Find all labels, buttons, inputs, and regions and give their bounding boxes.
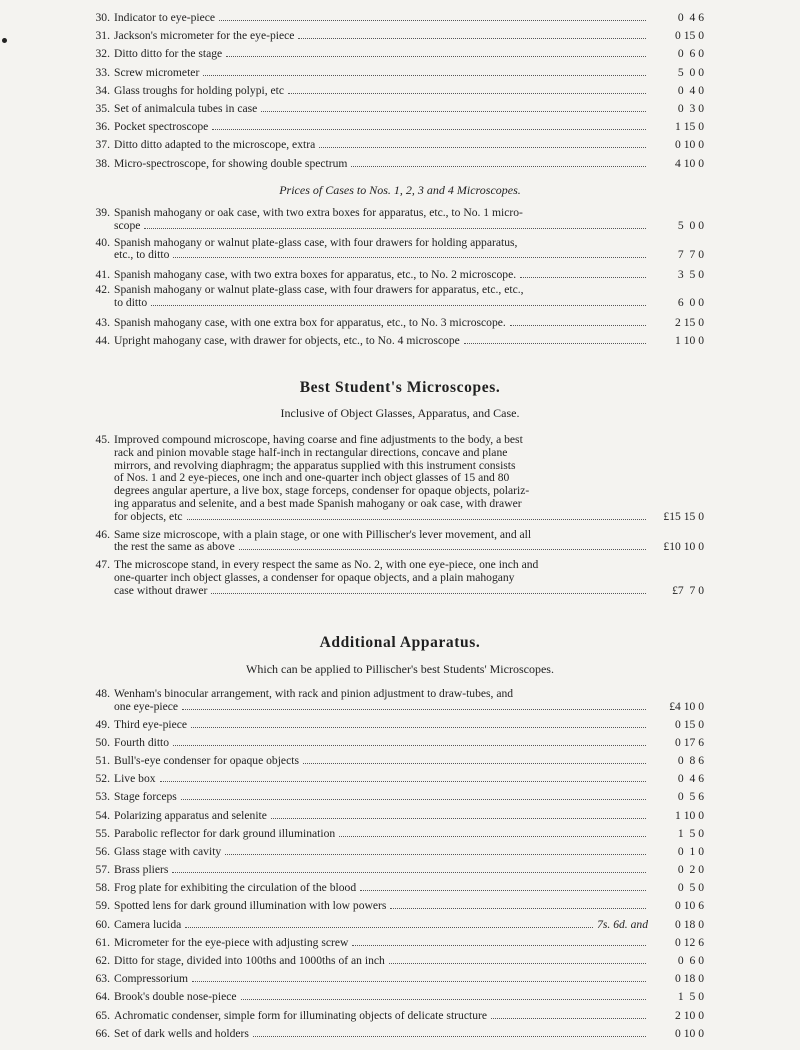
description-last-line bbox=[114, 879, 704, 897]
item-price: 0 10 0 bbox=[675, 1026, 704, 1040]
list-item bbox=[84, 716, 704, 734]
item-price: 0 18 0 bbox=[675, 972, 704, 986]
item-price: 1 5 0 bbox=[677, 990, 704, 1004]
dot-leader bbox=[182, 709, 646, 710]
item-description bbox=[114, 752, 704, 770]
description-last-line bbox=[114, 82, 704, 100]
description-line: Improved compound microscope, having coarse and fine adjustments to the body, a best bbox=[114, 433, 523, 446]
item-price: 0 5 0 bbox=[677, 881, 704, 895]
item-description bbox=[114, 64, 704, 82]
price-list-student-microscopes bbox=[84, 434, 704, 603]
item-text: Compressorium bbox=[114, 972, 189, 986]
item-description bbox=[114, 266, 704, 284]
dot-leader bbox=[520, 277, 646, 278]
item-description bbox=[114, 861, 704, 879]
dot-leader bbox=[172, 872, 646, 873]
description-last-line bbox=[114, 220, 704, 233]
list-item bbox=[84, 155, 704, 173]
item-price: 1 5 0 bbox=[677, 826, 704, 840]
list-item bbox=[84, 45, 704, 63]
item-number: 36. bbox=[95, 120, 110, 134]
item-number: 30. bbox=[95, 11, 110, 24]
item-price: £15 15 0 bbox=[663, 509, 704, 523]
description-line: The microscope stand, in every respect the same as No. 2, with one eye-piece, one inch and bbox=[114, 558, 539, 572]
dot-leader bbox=[181, 799, 646, 800]
item-number: 65. bbox=[95, 1008, 110, 1022]
item-price: 0 6 0 bbox=[677, 47, 704, 61]
item-price: 4 10 0 bbox=[675, 156, 704, 170]
item-number: 48. bbox=[95, 687, 110, 700]
student-microscopes-heading: Best Student's Microscopes. bbox=[299, 379, 501, 396]
dot-leader bbox=[510, 325, 646, 326]
item-price: 0 10 0 bbox=[675, 138, 704, 152]
item-number: 40. bbox=[95, 235, 110, 249]
item-price: 0 6 0 bbox=[677, 954, 704, 968]
item-description bbox=[114, 559, 704, 597]
list-item bbox=[84, 770, 704, 788]
dot-leader bbox=[173, 745, 646, 746]
item-price: 2 15 0 bbox=[675, 315, 704, 329]
item-number: 50. bbox=[95, 735, 110, 749]
item-description bbox=[114, 27, 704, 45]
item-text: Ditto ditto adapted to the microscope, extra bbox=[114, 138, 316, 152]
description-last-line bbox=[114, 27, 704, 45]
item-description bbox=[114, 45, 704, 63]
list-item bbox=[84, 64, 704, 82]
dot-leader bbox=[239, 549, 646, 550]
description-line: of Nos. 1 and 2 eye-pieces, one inch and one-quarter inch object glasses of 15 and 80 bbox=[114, 471, 510, 485]
item-number: 53. bbox=[95, 790, 110, 804]
description-last-line bbox=[114, 701, 704, 714]
item-text: Glass stage with cavity bbox=[114, 844, 222, 858]
description-line: Spanish mahogany or walnut plate-glass case, with four drawers for apparatus, etc., etc., bbox=[114, 283, 524, 297]
item-number: 42. bbox=[95, 283, 110, 297]
dot-leader bbox=[185, 927, 593, 928]
item-description bbox=[114, 897, 704, 915]
item-description bbox=[114, 807, 704, 825]
description-last-line bbox=[114, 988, 704, 1006]
item-text: Achromatic condenser, simple form for illuminating objects of delicate structure bbox=[114, 1008, 487, 1022]
item-text: Set of animalcula tubes in case bbox=[114, 101, 258, 115]
price-list-apparatus bbox=[84, 9, 704, 173]
description-last-line bbox=[114, 45, 704, 63]
item-text: Brass pliers bbox=[114, 863, 169, 877]
item-number: 57. bbox=[95, 863, 110, 877]
item-number: 38. bbox=[95, 156, 110, 170]
description-last-line bbox=[114, 136, 704, 154]
item-price: 0 3 0 bbox=[677, 101, 704, 115]
dot-leader bbox=[212, 129, 646, 130]
item-description bbox=[114, 988, 704, 1006]
price-list-cases bbox=[84, 207, 704, 350]
description-last-line bbox=[114, 807, 704, 825]
item-text: Parabolic reflector for dark ground illumination bbox=[114, 826, 336, 840]
list-item bbox=[84, 1007, 704, 1025]
description-line: Spanish mahogany or walnut plate-glass case, with four drawers for holding apparatus, bbox=[114, 235, 518, 249]
item-text: Spotted lens for dark ground illumination with low powers bbox=[114, 899, 387, 913]
item-price: 0 17 6 bbox=[675, 735, 704, 749]
description-last-line bbox=[114, 155, 704, 173]
list-item bbox=[84, 100, 704, 118]
item-description bbox=[114, 314, 704, 332]
dot-leader bbox=[352, 945, 646, 946]
dot-leader bbox=[144, 228, 646, 229]
list-item bbox=[84, 266, 704, 284]
description-last-line bbox=[114, 64, 704, 82]
list-item bbox=[84, 27, 704, 45]
item-description bbox=[114, 136, 704, 154]
item-price: 0 1 0 bbox=[677, 844, 704, 858]
item-price: 1 10 0 bbox=[675, 334, 704, 348]
list-item bbox=[84, 284, 704, 310]
list-item bbox=[84, 752, 704, 770]
item-price: £7 7 0 bbox=[672, 583, 704, 597]
list-item bbox=[84, 207, 704, 233]
item-price: 5 0 0 bbox=[677, 65, 704, 79]
list-item bbox=[84, 1025, 704, 1043]
item-text: Fourth ditto bbox=[114, 735, 170, 749]
list-item bbox=[84, 559, 704, 597]
item-price: 0 15 0 bbox=[675, 29, 704, 43]
item-text: Pocket spectroscope bbox=[114, 120, 209, 134]
item-number: 61. bbox=[95, 935, 110, 949]
item-number: 34. bbox=[95, 83, 110, 97]
item-number: 31. bbox=[95, 29, 110, 43]
item-text: etc., to ditto bbox=[114, 248, 170, 262]
item-number: 51. bbox=[95, 753, 110, 767]
item-number: 66. bbox=[95, 1026, 110, 1040]
dot-leader bbox=[211, 593, 646, 594]
item-price: £10 10 0 bbox=[663, 540, 704, 554]
item-description bbox=[114, 788, 704, 806]
dot-leader bbox=[192, 981, 646, 982]
item-price: 0 2 0 bbox=[677, 863, 704, 877]
item-description bbox=[114, 1007, 704, 1025]
dot-leader bbox=[464, 343, 646, 344]
list-item bbox=[84, 9, 704, 27]
list-item bbox=[84, 332, 704, 350]
list-item bbox=[84, 861, 704, 879]
item-number: 32. bbox=[95, 47, 110, 61]
dot-leader bbox=[187, 519, 646, 520]
dot-leader bbox=[390, 908, 646, 909]
dot-leader bbox=[319, 147, 646, 148]
item-number: 60. bbox=[95, 917, 110, 931]
list-item bbox=[84, 988, 704, 1006]
item-number: 43. bbox=[95, 315, 110, 329]
description-last-line bbox=[114, 541, 704, 554]
student-microscopes-subheading: Inclusive of Object Glasses, Apparatus, and Case. bbox=[280, 406, 520, 420]
description-last-line bbox=[114, 585, 704, 598]
item-text: the rest the same as above bbox=[114, 540, 235, 554]
item-price: 0 10 6 bbox=[675, 899, 704, 913]
additional-apparatus-subheading: Which can be applied to Pillischer's best Students' Microscopes. bbox=[246, 662, 554, 676]
item-text: Micrometer for the eye-piece with adjusting screw bbox=[114, 935, 349, 949]
cases-caption: Prices of Cases to Nos. 1, 2, 3 and 4 Microscopes. bbox=[279, 183, 521, 197]
description-line: mirrors, and revolving diaphragm; the apparatus supplied with this instrument consists bbox=[114, 458, 516, 472]
list-item bbox=[84, 879, 704, 897]
item-number: 47. bbox=[95, 558, 110, 572]
item-text: to ditto bbox=[114, 296, 148, 310]
item-number: 56. bbox=[95, 844, 110, 858]
list-item bbox=[84, 916, 704, 934]
item-price: 7 7 0 bbox=[677, 248, 704, 262]
item-price: 5 0 0 bbox=[677, 218, 704, 232]
description-last-line bbox=[114, 511, 704, 524]
item-text: scope bbox=[114, 218, 141, 232]
item-text: Polarizing apparatus and selenite bbox=[114, 808, 267, 822]
item-number: 64. bbox=[95, 990, 110, 1004]
item-number: 44. bbox=[95, 334, 110, 348]
dot-leader bbox=[288, 93, 646, 94]
item-text: Camera lucida bbox=[114, 917, 182, 931]
description-last-line bbox=[114, 100, 704, 118]
list-item bbox=[84, 136, 704, 154]
description-last-line bbox=[114, 118, 704, 136]
description-last-line bbox=[114, 916, 704, 934]
description-last-line bbox=[114, 332, 704, 350]
list-item bbox=[84, 970, 704, 988]
item-text: one eye-piece bbox=[114, 699, 179, 713]
item-text: Frog plate for exhibiting the circulation of the blood bbox=[114, 881, 357, 895]
item-description bbox=[114, 155, 704, 173]
description-line: rack and pinion movable stage half-inch in rectangular directions, concave and plane bbox=[114, 445, 508, 459]
dot-leader bbox=[226, 56, 646, 57]
item-text: Bull's-eye condenser for opaque objects bbox=[114, 753, 299, 767]
item-text: Spanish mahogany case, with two extra boxes for apparatus, etc., to No. 2 microscope. bbox=[114, 268, 517, 282]
item-price: 0 4 0 bbox=[677, 83, 704, 97]
item-text: Micro-spectroscope, for showing double spectrum bbox=[114, 156, 348, 170]
item-price: 0 8 6 bbox=[677, 753, 704, 767]
description-last-line bbox=[114, 1007, 704, 1025]
list-item bbox=[84, 314, 704, 332]
item-description bbox=[114, 825, 704, 843]
dot-leader bbox=[303, 763, 646, 764]
item-number: 39. bbox=[95, 206, 110, 219]
dot-leader bbox=[389, 963, 646, 964]
item-description bbox=[114, 879, 704, 897]
list-item bbox=[84, 825, 704, 843]
item-description bbox=[114, 118, 704, 136]
item-description bbox=[114, 1025, 704, 1043]
item-number: 45. bbox=[95, 433, 110, 446]
item-text: Ditto ditto for the stage bbox=[114, 47, 223, 61]
item-text: Jackson's micrometer for the eye-piece bbox=[114, 29, 295, 43]
item-price: 0 18 0 bbox=[675, 917, 704, 931]
dot-leader bbox=[241, 999, 646, 1000]
item-price: 1 15 0 bbox=[675, 120, 704, 134]
item-description bbox=[114, 916, 704, 934]
list-item bbox=[84, 237, 704, 263]
description-last-line bbox=[114, 843, 704, 861]
description-line: Wenham's binocular arrangement, with rack and pinion adjustment to draw-tubes, and bbox=[114, 687, 514, 700]
item-number: 37. bbox=[95, 138, 110, 152]
description-last-line bbox=[114, 788, 704, 806]
item-text: Set of dark wells and holders bbox=[114, 1026, 249, 1040]
item-description bbox=[114, 284, 704, 310]
dot-leader bbox=[339, 836, 646, 837]
item-description bbox=[114, 734, 704, 752]
item-number: 55. bbox=[95, 826, 110, 840]
description-last-line bbox=[114, 249, 704, 262]
item-number: 35. bbox=[95, 101, 110, 115]
item-number: 63. bbox=[95, 972, 110, 986]
dot-leader bbox=[151, 305, 646, 306]
item-description bbox=[114, 952, 704, 970]
dot-leader bbox=[298, 38, 646, 39]
dot-leader bbox=[271, 818, 646, 819]
list-item bbox=[84, 934, 704, 952]
description-line: ing apparatus and selenite, and a best made Spanish mahogany or oak case, with drawer bbox=[114, 496, 522, 510]
item-number: 58. bbox=[95, 881, 110, 895]
dot-leader bbox=[160, 781, 646, 782]
list-item bbox=[84, 82, 704, 100]
item-description bbox=[114, 934, 704, 952]
description-last-line bbox=[114, 770, 704, 788]
item-number: 59. bbox=[95, 899, 110, 913]
item-description bbox=[114, 434, 704, 524]
item-price: 0 15 0 bbox=[675, 717, 704, 731]
dot-leader bbox=[203, 75, 646, 76]
description-line: degrees angular aperture, a live box, stage forceps, condenser for opaque objects, polariz- bbox=[114, 484, 530, 498]
margin-mark bbox=[2, 38, 7, 43]
item-description bbox=[114, 529, 704, 555]
description-line: Spanish mahogany or oak case, with two extra boxes for apparatus, etc., to No. 1 micro- bbox=[114, 206, 523, 219]
item-text: Upright mahogany case, with drawer for objects, etc., to No. 4 microscope bbox=[114, 334, 460, 348]
item-description bbox=[114, 100, 704, 118]
dot-leader bbox=[173, 257, 646, 258]
item-number: 54. bbox=[95, 808, 110, 822]
item-description bbox=[114, 237, 704, 263]
list-item bbox=[84, 688, 704, 714]
list-item bbox=[84, 788, 704, 806]
item-description bbox=[114, 770, 704, 788]
item-text: Third eye-piece bbox=[114, 717, 188, 731]
item-price: 0 12 6 bbox=[675, 935, 704, 949]
item-price: £4 10 0 bbox=[669, 699, 704, 713]
description-last-line bbox=[114, 266, 704, 284]
dot-leader bbox=[253, 1036, 646, 1037]
item-text: Live box bbox=[114, 772, 156, 786]
price-list-additional-apparatus bbox=[84, 688, 704, 1043]
item-text: case without drawer bbox=[114, 583, 208, 597]
item-text: Glass troughs for holding polypi, etc bbox=[114, 83, 285, 97]
description-last-line bbox=[114, 752, 704, 770]
item-text: Screw micrometer bbox=[114, 65, 200, 79]
item-description bbox=[114, 82, 704, 100]
item-price: 2 10 0 bbox=[675, 1008, 704, 1022]
list-item bbox=[84, 807, 704, 825]
item-description bbox=[114, 688, 704, 714]
description-last-line bbox=[114, 952, 704, 970]
item-price: 3 5 0 bbox=[677, 268, 704, 282]
item-text: for objects, etc bbox=[114, 509, 183, 523]
list-item bbox=[84, 952, 704, 970]
dot-leader bbox=[351, 166, 646, 167]
description-last-line bbox=[114, 297, 704, 310]
item-number: 46. bbox=[95, 527, 110, 541]
description-line: one-quarter inch object glasses, a condenser for opaque objects, and a plain mahogany bbox=[114, 570, 515, 584]
list-item bbox=[84, 843, 704, 861]
item-number: 62. bbox=[95, 954, 110, 968]
description-last-line bbox=[114, 734, 704, 752]
list-item bbox=[84, 434, 704, 524]
item-number: 49. bbox=[95, 717, 110, 731]
list-item bbox=[84, 529, 704, 555]
item-price: 6 0 0 bbox=[677, 296, 704, 310]
description-last-line bbox=[114, 934, 704, 952]
description-last-line bbox=[114, 716, 704, 734]
description-line: Same size microscope, with a plain stage, or one with Pillischer's lever movement, and all bbox=[114, 527, 532, 541]
item-description bbox=[114, 332, 704, 350]
description-last-line bbox=[114, 970, 704, 988]
description-last-line bbox=[114, 861, 704, 879]
item-text: Stage forceps bbox=[114, 790, 177, 804]
description-last-line bbox=[114, 825, 704, 843]
description-last-line bbox=[114, 314, 704, 332]
description-last-line bbox=[114, 1025, 704, 1043]
item-number: 41. bbox=[95, 268, 110, 282]
item-text: Brook's double nose-piece bbox=[114, 990, 237, 1004]
item-description bbox=[114, 843, 704, 861]
description-last-line bbox=[114, 9, 704, 27]
item-price: 0 4 6 bbox=[677, 772, 704, 786]
item-price: 1 10 0 bbox=[675, 808, 704, 822]
item-description bbox=[114, 970, 704, 988]
list-item bbox=[84, 118, 704, 136]
dot-leader bbox=[219, 20, 646, 21]
item-price: 0 4 6 bbox=[677, 11, 704, 24]
item-text: Indicator to eye-piece bbox=[114, 11, 216, 24]
item-description bbox=[114, 716, 704, 734]
item-description bbox=[114, 9, 704, 27]
list-item bbox=[84, 734, 704, 752]
item-number: 33. bbox=[95, 65, 110, 79]
item-description bbox=[114, 207, 704, 233]
dot-leader bbox=[261, 111, 646, 112]
item-number: 52. bbox=[95, 772, 110, 786]
description-last-line bbox=[114, 897, 704, 915]
additional-apparatus-heading: Additional Apparatus. bbox=[319, 634, 481, 651]
item-text: Ditto for stage, divided into 100ths and 1000ths of an inch bbox=[114, 954, 385, 968]
list-item bbox=[84, 897, 704, 915]
dot-leader bbox=[225, 854, 646, 855]
dot-leader bbox=[491, 1018, 646, 1019]
dot-leader bbox=[360, 890, 646, 891]
item-price: 0 5 6 bbox=[677, 790, 704, 804]
price-note: 7s. 6d. and bbox=[597, 917, 648, 931]
dot-leader bbox=[191, 727, 646, 728]
item-text: Spanish mahogany case, with one extra box for apparatus, etc., to No. 3 microscope. bbox=[114, 315, 506, 329]
